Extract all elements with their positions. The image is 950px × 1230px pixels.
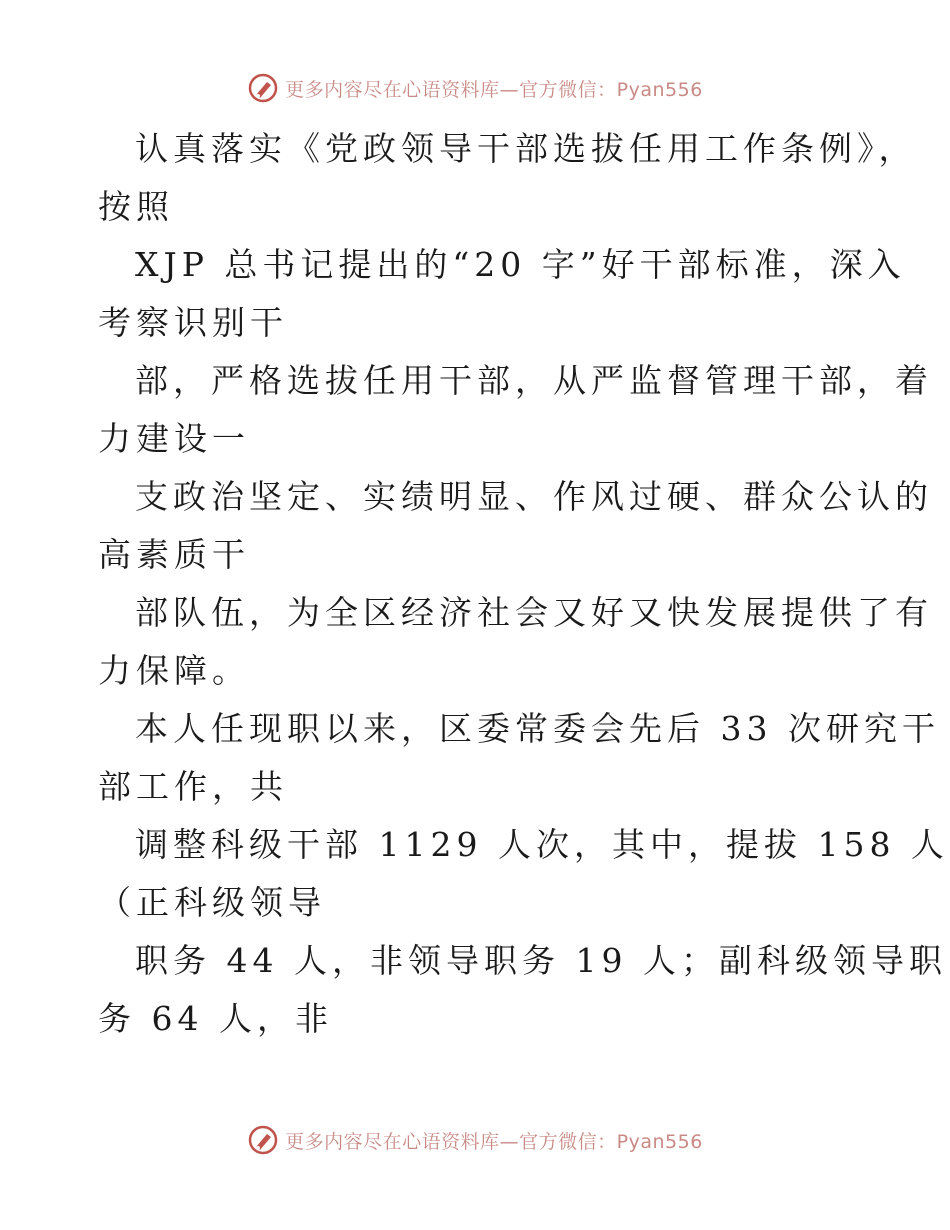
text-line: 力保障。 [98, 651, 250, 690]
watermark-text: 更多内容尽在心语资料库—官方微信：Pyan556 [285, 78, 703, 101]
footer-watermark [0, 1124, 950, 1156]
text-line: 认真落实《党政领导干部选拔任用工作条例》， [135, 129, 917, 168]
pen-logo-icon [247, 1124, 279, 1156]
header-watermark [0, 72, 950, 104]
text-line: 部队伍，为全区经济社会又好又快发展提供了有 [135, 593, 933, 632]
text-line: 务 64 人，非 [98, 999, 333, 1038]
text-line: （正科级领导 [98, 883, 326, 922]
text-line: 调整科级干部 1129 人次，其中，提拔 158 人 [135, 825, 949, 864]
text-line: 支政治坚定、实绩明显、作风过硬、群众公认的 [135, 477, 933, 516]
text-line: XJP 总书记提出的“20 字”好干部标准，深入 [135, 245, 906, 284]
pen-logo-icon [247, 72, 279, 104]
text-line: 职务 44 人，非领导职务 19 人；副科级领导职 [135, 941, 947, 980]
text-line: 考察识别干 [98, 303, 288, 342]
text-line: 部工作，共 [98, 767, 288, 806]
watermark-text: 更多内容尽在心语资料库—官方微信：Pyan556 [285, 1130, 703, 1153]
document-body [98, 120, 949, 1048]
text-line: 按照 [98, 187, 174, 226]
text-line: 部，严格选拔任用干部，从严监督管理干部，着 [135, 361, 933, 400]
text-line: 高素质干 [98, 535, 250, 574]
text-line: 本人任现职以来，区委常委会先后 33 次研究干 [135, 709, 940, 748]
text-line: 力建设一 [98, 419, 250, 458]
